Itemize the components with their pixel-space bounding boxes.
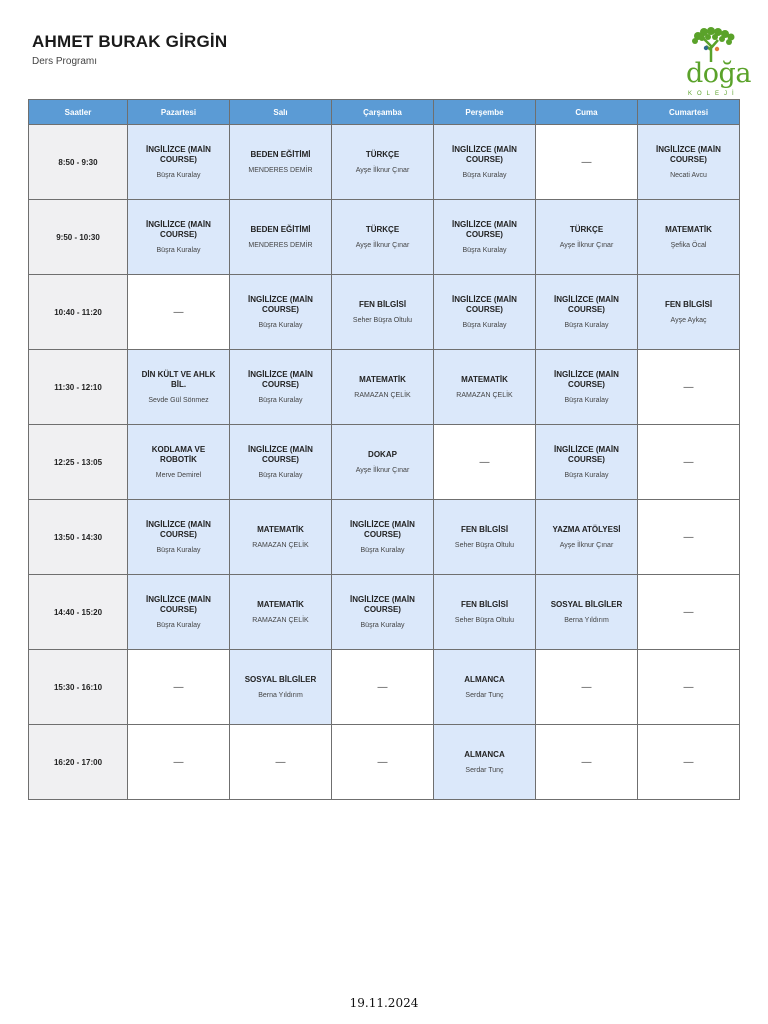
time-slot: 16:20 - 17:00 <box>29 725 128 800</box>
lesson-subject: SOSYAL BİLGİLER <box>244 675 317 684</box>
lesson-teacher: Seher Büşra Oltulu <box>454 617 515 624</box>
lesson-cell <box>332 425 434 500</box>
lesson-cell <box>638 200 740 275</box>
lesson-cell <box>332 200 434 275</box>
empty-cell: — <box>332 725 434 800</box>
lesson-teacher: Büşra Kuralay <box>564 472 609 479</box>
lesson-teacher: Büşra Kuralay <box>258 322 303 329</box>
column-header: Cumartesi <box>638 100 740 125</box>
time-slot: 8:50 - 9:30 <box>29 125 128 200</box>
lesson-subject: MATEMATİK <box>665 225 712 234</box>
table-row <box>29 500 740 575</box>
lesson-subject: İNGİLİZCE (MAİN COURSE) <box>452 220 517 239</box>
lesson-cell <box>536 200 638 275</box>
time-slot: 10:40 - 11:20 <box>29 275 128 350</box>
lesson-teacher: Ayşe İlknur Çınar <box>355 467 410 474</box>
lesson-subject: İNGİLİZCE (MAİN COURSE) <box>350 520 415 539</box>
lesson-teacher: RAMAZAN ÇELİK <box>252 617 309 624</box>
lesson-teacher: Büşra Kuralay <box>462 247 507 254</box>
lesson-teacher: Büşra Kuralay <box>564 397 609 404</box>
lesson-subject: İNGİLİZCE (MAİN COURSE) <box>554 295 619 314</box>
lesson-teacher: Büşra Kuralay <box>258 397 303 404</box>
lesson-teacher: Büşra Kuralay <box>258 472 303 479</box>
lesson-teacher: RAMAZAN ÇELİK <box>252 542 309 549</box>
lesson-subject: MATEMATİK <box>257 525 304 534</box>
lesson-teacher: Ayşe İlknur Çınar <box>355 167 410 174</box>
column-header: Salı <box>230 100 332 125</box>
lesson-subject: BEDEN EĞİTİMİ <box>250 150 311 159</box>
empty-cell: — <box>128 650 230 725</box>
lesson-subject: SOSYAL BİLGİLER <box>550 600 623 609</box>
lesson-subject: MATEMATİK <box>257 600 304 609</box>
time-slot: 12:25 - 13:05 <box>29 425 128 500</box>
lesson-cell <box>434 350 536 425</box>
lesson-cell <box>434 500 536 575</box>
table-row <box>29 125 740 200</box>
empty-cell: — <box>128 725 230 800</box>
lesson-teacher: Büşra Kuralay <box>360 547 405 554</box>
lesson-teacher: Büşra Kuralay <box>156 247 201 254</box>
lesson-cell <box>434 650 536 725</box>
student-name: AHMET BURAK GİRGİN <box>32 32 228 51</box>
lesson-subject: ALMANCA <box>464 675 505 684</box>
lesson-subject: İNGİLİZCE (MAİN COURSE) <box>146 520 211 539</box>
empty-cell: — <box>638 650 740 725</box>
lesson-cell <box>128 425 230 500</box>
table-row <box>29 725 740 800</box>
empty-cell: — <box>230 725 332 800</box>
lesson-subject: KODLAMA VE ROBOTİK <box>151 445 206 464</box>
lesson-cell <box>230 500 332 575</box>
lesson-teacher: Serdar Tunç <box>465 692 504 699</box>
time-slot: 11:30 - 12:10 <box>29 350 128 425</box>
lesson-cell <box>536 575 638 650</box>
print-date: 19.11.2024 <box>349 996 419 1010</box>
lesson-subject: İNGİLİZCE (MAİN COURSE) <box>146 595 211 614</box>
schedule-body <box>29 125 740 800</box>
lesson-cell <box>536 275 638 350</box>
empty-cell: — <box>638 425 740 500</box>
lesson-teacher: Ayşe İlknur Çınar <box>355 242 410 249</box>
lesson-teacher: Berna Yıldırım <box>564 617 609 624</box>
lesson-subject: FEN BİLGİSİ <box>460 525 509 534</box>
lesson-teacher: MENDERES DEMİR <box>248 242 313 249</box>
lesson-teacher: Şefika Öcal <box>670 242 707 249</box>
lesson-subject: İNGİLİZCE (MAİN COURSE) <box>554 370 619 389</box>
lesson-cell <box>332 350 434 425</box>
lesson-teacher: Seher Büşra Oltulu <box>454 542 515 549</box>
lesson-teacher: Ayşe İlknur Çınar <box>559 242 614 249</box>
lesson-subject: BEDEN EĞİTİMİ <box>250 225 311 234</box>
lesson-cell <box>128 125 230 200</box>
lesson-cell <box>128 200 230 275</box>
table-row <box>29 650 740 725</box>
lesson-cell <box>332 125 434 200</box>
lesson-cell <box>332 500 434 575</box>
table-row <box>29 350 740 425</box>
column-header: Cuma <box>536 100 638 125</box>
lesson-cell <box>128 350 230 425</box>
table-row <box>29 575 740 650</box>
header-row <box>29 100 740 125</box>
lesson-teacher: Büşra Kuralay <box>156 172 201 179</box>
lesson-teacher: Büşra Kuralay <box>462 322 507 329</box>
schedule-table <box>28 99 740 800</box>
lesson-subject: TÜRKÇE <box>569 225 604 234</box>
logo-subtitle: KOLEJİ <box>688 91 739 97</box>
lesson-cell <box>332 275 434 350</box>
logo-wordmark: doğa <box>686 58 751 89</box>
lesson-cell <box>230 650 332 725</box>
lesson-teacher: Ayşe İlknur Çınar <box>559 542 614 549</box>
lesson-teacher: RAMAZAN ÇELİK <box>354 392 411 399</box>
lesson-teacher: Büşra Kuralay <box>156 622 201 629</box>
lesson-subject: İNGİLİZCE (MAİN COURSE) <box>146 220 211 239</box>
lesson-subject: ALMANCA <box>464 750 505 759</box>
lesson-teacher: Büşra Kuralay <box>462 172 507 179</box>
empty-cell: — <box>536 650 638 725</box>
lesson-subject: FEN BİLGİSİ <box>460 600 509 609</box>
lesson-subject: TÜRKÇE <box>365 150 400 159</box>
lesson-cell <box>230 200 332 275</box>
lesson-cell <box>230 350 332 425</box>
lesson-subject: İNGİLİZCE (MAİN COURSE) <box>248 445 313 464</box>
empty-cell: — <box>536 725 638 800</box>
lesson-teacher: Berna Yıldırım <box>258 692 303 699</box>
lesson-teacher: MENDERES DEMİR <box>248 167 313 174</box>
lesson-subject: FEN BİLGİSİ <box>358 300 407 309</box>
empty-cell: — <box>638 500 740 575</box>
lesson-cell <box>332 575 434 650</box>
time-slot: 14:40 - 15:20 <box>29 575 128 650</box>
lesson-cell <box>434 725 536 800</box>
time-slot: 15:30 - 16:10 <box>29 650 128 725</box>
lesson-teacher: Büşra Kuralay <box>564 322 609 329</box>
column-header: Çarşamba <box>332 100 434 125</box>
lesson-cell <box>536 500 638 575</box>
empty-cell: — <box>638 725 740 800</box>
empty-cell: — <box>638 575 740 650</box>
lesson-subject: İNGİLİZCE (MAİN COURSE) <box>146 145 211 164</box>
column-header: Saatler <box>29 100 128 125</box>
lesson-cell <box>638 275 740 350</box>
lesson-cell <box>128 575 230 650</box>
lesson-subject: FEN BİLGİSİ <box>664 300 713 309</box>
lesson-subject: İNGİLİZCE (MAİN COURSE) <box>656 145 721 164</box>
lesson-subject: İNGİLİZCE (MAİN COURSE) <box>452 295 517 314</box>
lesson-subject: DOKAP <box>368 450 397 459</box>
school-logo <box>684 26 751 100</box>
table-row <box>29 425 740 500</box>
time-slot: 9:50 - 10:30 <box>29 200 128 275</box>
lesson-teacher: Ayşe Aykaç <box>670 317 707 324</box>
lesson-teacher: Sevde Gül Sönmez <box>148 397 209 404</box>
table-row <box>29 275 740 350</box>
lesson-subject: YAZMA ATÖLYESİ <box>552 525 621 534</box>
lesson-teacher: RAMAZAN ÇELİK <box>456 392 513 399</box>
lesson-cell <box>434 200 536 275</box>
lesson-subject: İNGİLİZCE (MAİN COURSE) <box>248 370 313 389</box>
lesson-cell <box>536 350 638 425</box>
lesson-cell <box>230 275 332 350</box>
empty-cell: — <box>128 275 230 350</box>
lesson-subject: İNGİLİZCE (MAİN COURSE) <box>452 145 517 164</box>
lesson-teacher: Merve Demirel <box>155 472 202 479</box>
lesson-cell <box>230 125 332 200</box>
lesson-teacher: Necati Avcu <box>670 172 707 179</box>
lesson-subject: MATEMATİK <box>461 375 508 384</box>
empty-cell: — <box>638 350 740 425</box>
lesson-cell <box>638 125 740 200</box>
empty-cell: — <box>536 125 638 200</box>
lesson-cell <box>434 125 536 200</box>
lesson-cell <box>230 425 332 500</box>
time-slot: 13:50 - 14:30 <box>29 500 128 575</box>
lesson-teacher: Büşra Kuralay <box>360 622 405 629</box>
lesson-subject: DİN KÜLT VE AHLK BİL. <box>141 370 216 389</box>
lesson-teacher: Serdar Tunç <box>465 767 504 774</box>
lesson-teacher: Seher Büşra Oltulu <box>352 317 413 324</box>
table-row <box>29 200 740 275</box>
lesson-teacher: Büşra Kuralay <box>156 547 201 554</box>
empty-cell: — <box>332 650 434 725</box>
document-header <box>32 32 227 67</box>
document-subtitle: Ders Programı <box>32 56 98 67</box>
lesson-subject: İNGİLİZCE (MAİN COURSE) <box>350 595 415 614</box>
lesson-cell <box>434 575 536 650</box>
empty-cell: — <box>434 425 536 500</box>
lesson-subject: İNGİLİZCE (MAİN COURSE) <box>248 295 313 314</box>
lesson-subject: MATEMATİK <box>359 375 406 384</box>
lesson-cell <box>230 575 332 650</box>
column-header: Pazartesi <box>128 100 230 125</box>
column-header: Perşembe <box>434 100 536 125</box>
lesson-subject: İNGİLİZCE (MAİN COURSE) <box>554 445 619 464</box>
lesson-cell <box>434 275 536 350</box>
lesson-cell <box>128 500 230 575</box>
lesson-cell <box>536 425 638 500</box>
lesson-subject: TÜRKÇE <box>365 225 400 234</box>
